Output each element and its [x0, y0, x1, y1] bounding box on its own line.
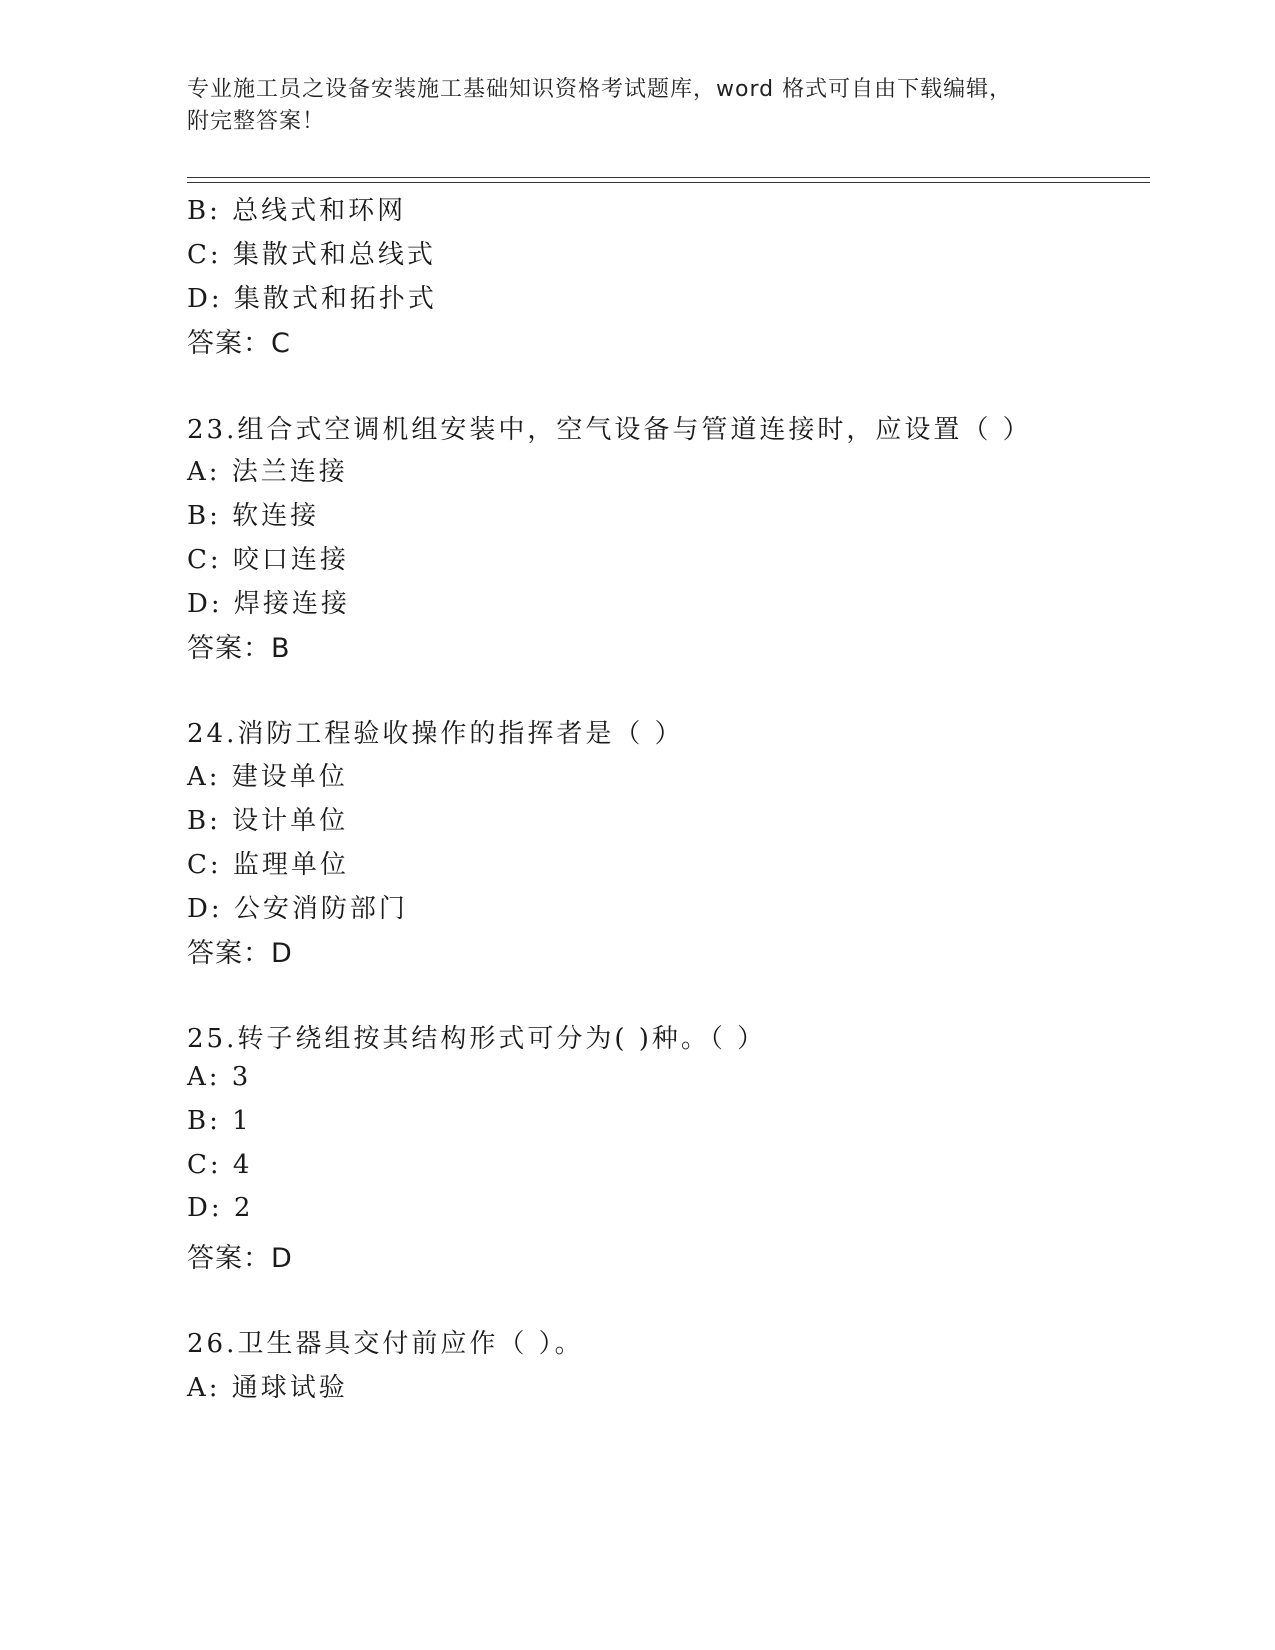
q26-option-a: A: 通球试验	[187, 1373, 348, 1403]
q26-question: 26.卫生器具交付前应作（ ）。	[187, 1329, 584, 1359]
q22-option-b: B: 总线式和环网	[187, 196, 407, 226]
q25-option-a: A: 3	[187, 1062, 252, 1092]
q24-option-d: D: 公安消防部门	[187, 894, 408, 924]
q25-option-c: C: 4	[187, 1150, 253, 1180]
q25-answer: 答案：D	[187, 1243, 293, 1274]
q25-option-d: D: 2	[187, 1193, 254, 1223]
header-line-1: 专业施工员之设备安装施工基础知识资格考试题库，word 格式可自由下载编辑，	[187, 77, 1013, 102]
header-divider-top	[187, 177, 1150, 178]
q23-answer: 答案：B	[187, 633, 291, 664]
q24-question: 24.消防工程验收操作的指挥者是（ ）	[187, 719, 684, 749]
q23-option-c: C: 咬口连接	[187, 545, 349, 575]
q23-question: 23.组合式空调机组安装中，空气设备与管道连接时，应设置（ ）	[187, 415, 1032, 445]
q22-answer: 答案：C	[187, 328, 291, 359]
q24-option-c: C: 监理单位	[187, 850, 349, 880]
q24-option-b: B: 设计单位	[187, 806, 349, 836]
q22-option-c: C: 集散式和总线式	[187, 240, 436, 270]
header-divider-bottom	[187, 182, 1150, 183]
q24-option-a: A: 建设单位	[187, 762, 348, 792]
q25-option-b: B: 1	[187, 1106, 252, 1136]
q22-option-d: D: 集散式和拓扑式	[187, 284, 437, 314]
q23-option-a: A: 法兰连接	[187, 457, 348, 487]
document-header	[187, 74, 1087, 138]
q24-answer: 答案：D	[187, 938, 293, 969]
q23-option-b: B: 软连接	[187, 501, 320, 531]
q23-option-d: D: 焊接连接	[187, 589, 350, 619]
header-line-2: 附完整答案！	[187, 109, 326, 134]
q25-question: 25.转子绕组按其结构形式可分为( )种。（ ）	[187, 1024, 767, 1054]
